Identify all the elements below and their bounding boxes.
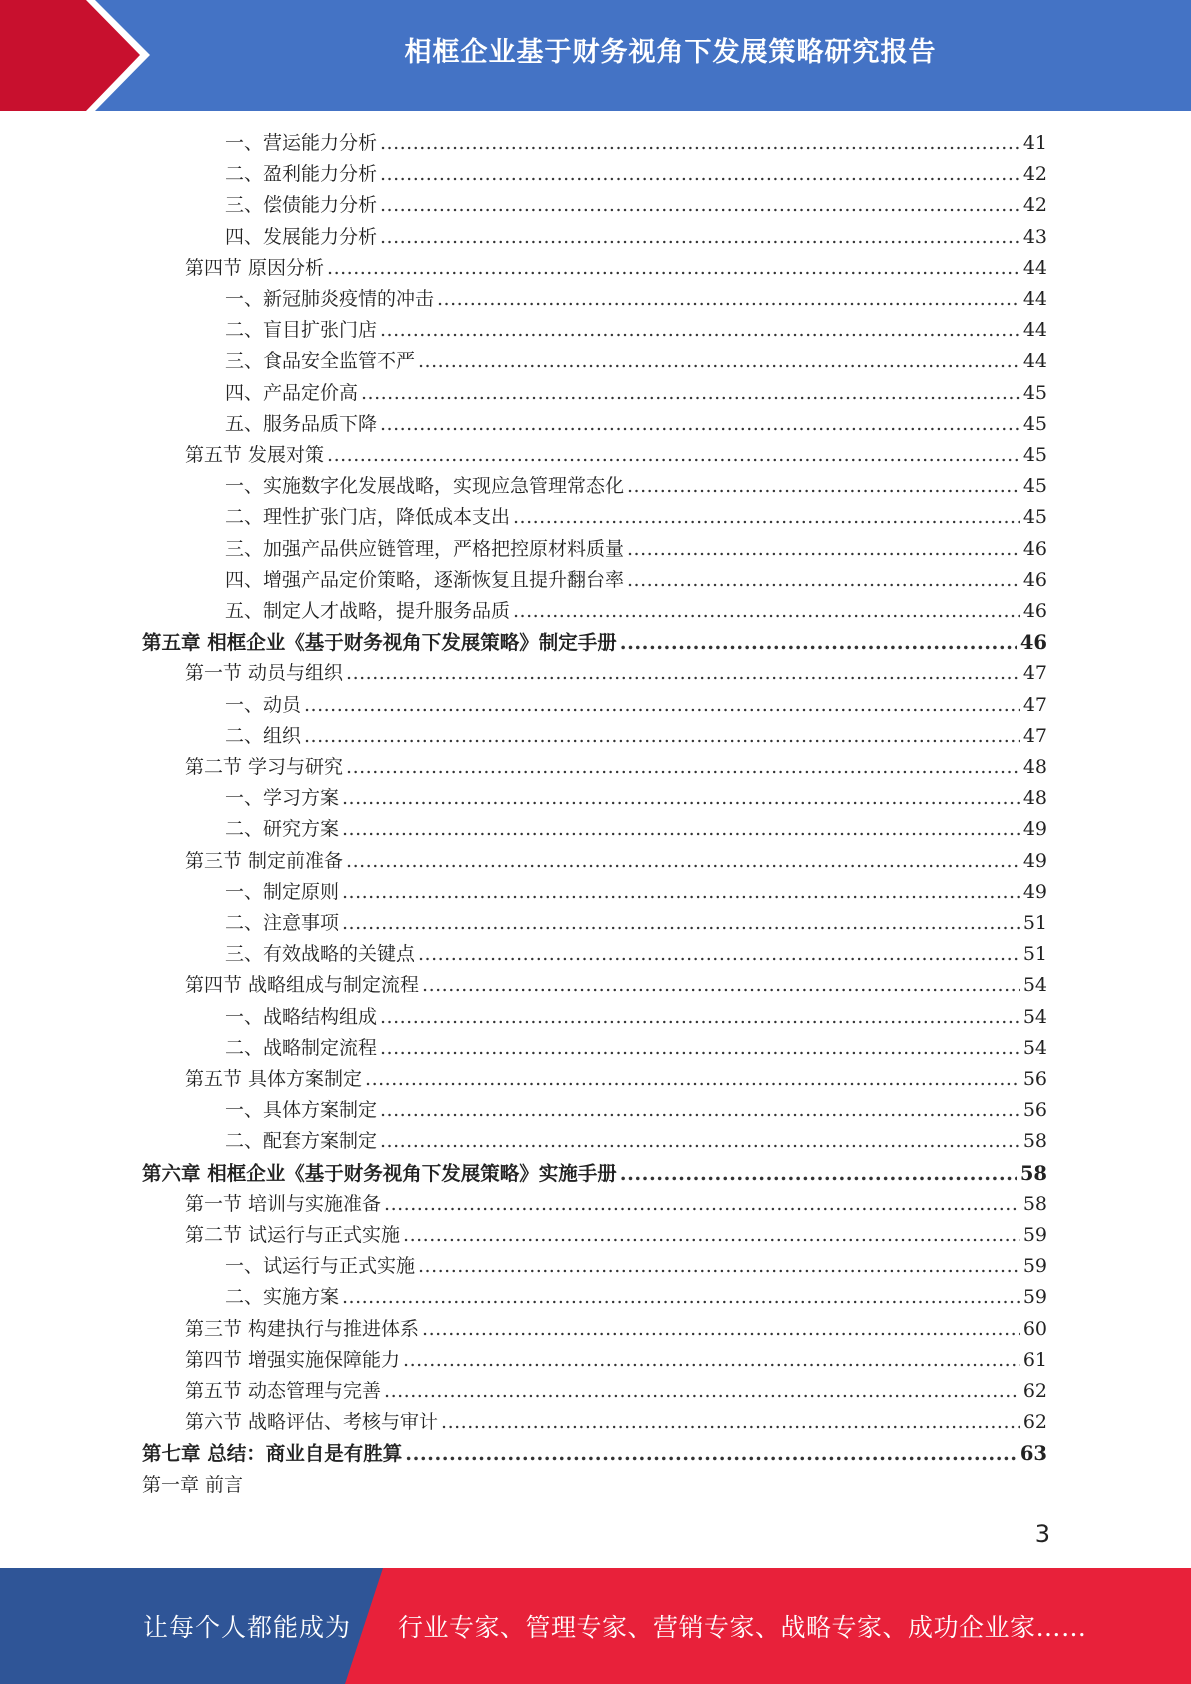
toc-dot-leader	[380, 159, 1020, 190]
toc-dot-leader	[380, 128, 1020, 159]
toc-entry[interactable]	[185, 752, 1047, 783]
toc-dot-leader	[384, 1189, 1020, 1220]
toc-entry-page: 44	[1022, 256, 1047, 279]
toc-entry-page: 48	[1022, 756, 1047, 778]
toc-entry-page: 59	[1022, 1255, 1047, 1278]
toc-entry-page: 56	[1022, 1099, 1047, 1122]
toc-entry-label: 一、制定原则	[225, 880, 340, 903]
toc-entry[interactable]	[225, 721, 1047, 752]
toc-entry-page: 51	[1022, 943, 1047, 966]
footer-slogan-right: 行业专家、管理专家、营销专家、战略专家、成功企业家……	[398, 1613, 1087, 1642]
toc-entry[interactable]	[185, 1345, 1047, 1376]
toc-entry-label: 第五节 发展对策	[185, 444, 325, 466]
toc-dot-leader	[437, 284, 1020, 315]
toc-entry-label: 第二节 学习与研究	[185, 756, 344, 778]
toc-entry-page: 54	[1022, 1005, 1047, 1028]
toc-entry-label: 三、有效战略的关键点	[225, 943, 416, 966]
toc-entry-label: 第一章 前言	[142, 1473, 244, 1496]
report-title: 相框企业基于财务视角下发展策略研究报告	[404, 36, 937, 68]
toc-dot-leader	[380, 409, 1020, 440]
toc-entry[interactable]	[225, 877, 1047, 908]
toc-entry[interactable]	[225, 939, 1047, 970]
toc-entry[interactable]	[185, 1220, 1047, 1251]
toc-entry-label: 五、服务品质下降	[225, 412, 378, 435]
toc-entry-page: 60	[1022, 1317, 1047, 1340]
toc-entry-label: 一、动员	[225, 693, 302, 716]
toc-entry-label: 五、制定人才战略，提升服务品质	[225, 600, 511, 622]
toc-entry-page: 51	[1022, 912, 1047, 934]
toc-entry-label: 二、配套方案制定	[225, 1130, 378, 1153]
toc-entry[interactable]	[142, 627, 1047, 658]
toc-entry[interactable]	[225, 1251, 1047, 1282]
toc-dot-leader	[342, 783, 1020, 814]
toc-entry-label: 二、盈利能力分析	[225, 163, 378, 186]
toc-entry[interactable]	[185, 970, 1047, 1001]
page-footer	[0, 1568, 1191, 1684]
toc-entry[interactable]	[185, 1314, 1047, 1345]
toc-dot-leader	[342, 908, 1020, 939]
toc-entry[interactable]	[225, 502, 1047, 533]
toc-entry-page: 44	[1022, 350, 1047, 373]
page-number: 3	[1034, 1520, 1050, 1548]
toc-entry-page: 58	[1019, 1161, 1047, 1185]
toc-dot-leader	[304, 721, 1020, 752]
toc-entry-label: 第四节 战略组成与制定流程	[185, 974, 420, 997]
toc-entry[interactable]	[185, 1064, 1047, 1095]
toc-entry-label: 二、理性扩张门店，降低成本支出	[225, 506, 511, 529]
toc-entry[interactable]	[185, 1376, 1047, 1407]
footer-slogan-left: 让每个人都能成为	[143, 1613, 352, 1642]
toc-entry[interactable]	[185, 1407, 1047, 1438]
toc-dot-leader	[418, 939, 1020, 970]
toc-entry-label: 一、实施数字化发展战略，实现应急管理常态化	[225, 475, 625, 498]
toc-entry[interactable]	[225, 1033, 1047, 1064]
toc-entry-page: 54	[1022, 1036, 1047, 1059]
toc-dot-leader	[441, 1407, 1020, 1438]
toc-entry-page: 45	[1022, 412, 1047, 435]
toc-entry[interactable]	[142, 1470, 1047, 1501]
toc-entry-label: 一、试运行与正式实施	[225, 1255, 416, 1278]
toc-dot-leader	[384, 1376, 1020, 1407]
toc-entry-label: 第四节 原因分析	[185, 256, 325, 279]
chevron-arrow-icon	[0, 0, 160, 111]
toc-entry[interactable]	[185, 253, 1047, 284]
toc-entry-page: 43	[1022, 225, 1047, 248]
toc-dot-leader	[342, 814, 1020, 845]
toc-dot-leader	[327, 253, 1020, 284]
toc-entry-label: 第六节 战略评估、考核与审计	[185, 1411, 439, 1434]
toc-entry[interactable]	[142, 1158, 1047, 1189]
toc-dot-leader	[620, 627, 1017, 658]
toc-entry-label: 第一节 动员与组织	[185, 662, 344, 685]
toc-entry-label: 第一节 培训与实施准备	[185, 1192, 382, 1215]
toc-entry-label: 三、偿债能力分析	[225, 194, 378, 217]
toc-entry[interactable]	[225, 565, 1047, 596]
toc-dot-leader	[422, 970, 1020, 1001]
toc-entry-page: 48	[1022, 787, 1047, 810]
toc-entry-label: 四、增强产品定价策略，逐渐恢复且提升翻台率	[225, 568, 625, 591]
toc-dot-leader	[327, 440, 1020, 471]
toc-entry-label: 四、产品定价高	[225, 381, 359, 404]
toc-entry[interactable]	[225, 159, 1047, 190]
toc-entry[interactable]	[225, 471, 1047, 502]
toc-entry-page: 49	[1022, 849, 1047, 872]
toc-entry-page: 59	[1022, 1286, 1047, 1309]
toc-dot-leader	[365, 1064, 1020, 1095]
toc-entry[interactable]	[225, 1282, 1047, 1313]
toc-entry[interactable]	[225, 284, 1047, 315]
toc-entry-label: 一、营运能力分析	[225, 132, 378, 154]
toc-dot-leader	[627, 534, 1020, 565]
toc-entry-label: 三、食品安全监管不严	[225, 350, 416, 373]
toc-dot-leader	[361, 378, 1020, 409]
toc-entry-page: 42	[1022, 194, 1047, 217]
toc-entry[interactable]	[225, 908, 1047, 939]
toc-entry-label: 二、盲目扩张门店	[225, 319, 378, 342]
toc-dot-leader	[513, 502, 1020, 533]
toc-entry[interactable]	[185, 1189, 1047, 1220]
toc-entry-label: 第七章 总结：商业自是有胜算	[142, 1442, 403, 1466]
toc-entry-page: 62	[1022, 1411, 1047, 1434]
toc-entry-label: 二、组织	[225, 724, 302, 747]
toc-entry-page: 45	[1022, 475, 1047, 498]
toc-entry[interactable]	[225, 222, 1047, 253]
toc-entry-label: 第五节 具体方案制定	[185, 1068, 363, 1090]
toc-dot-leader	[380, 222, 1020, 253]
toc-dot-leader	[403, 1345, 1020, 1376]
toc-dot-leader	[418, 346, 1020, 377]
toc-entry-label: 一、学习方案	[225, 787, 340, 810]
toc-dot-leader	[380, 1033, 1020, 1064]
toc-entry-page: 59	[1022, 1224, 1047, 1246]
toc-entry-page: 45	[1022, 444, 1047, 466]
toc-entry-page: 54	[1022, 974, 1047, 997]
toc-dot-leader	[422, 1314, 1020, 1345]
page-header	[0, 0, 1191, 111]
toc-entry-page: 44	[1022, 288, 1047, 310]
toc-entry[interactable]	[225, 1126, 1047, 1157]
toc-dot-leader	[380, 190, 1020, 221]
toc-entry-label: 四、发展能力分析	[225, 225, 378, 248]
toc-entry-page: 45	[1022, 506, 1047, 529]
toc-entry[interactable]	[142, 1438, 1047, 1469]
toc-entry-page: 62	[1022, 1380, 1047, 1402]
toc-entry-label: 二、注意事项	[225, 912, 340, 934]
toc-dot-leader	[304, 690, 1020, 721]
toc-entry-label: 二、战略制定流程	[225, 1036, 378, 1059]
toc-entry[interactable]	[225, 378, 1047, 409]
toc-entry-page: 47	[1022, 724, 1047, 747]
toc-entry[interactable]	[225, 409, 1047, 440]
toc-entry[interactable]	[225, 190, 1047, 221]
toc-entry-page: 47	[1022, 693, 1047, 716]
toc-entry-page: 47	[1022, 662, 1047, 685]
toc-entry[interactable]	[225, 814, 1047, 845]
toc-dot-leader	[346, 658, 1020, 689]
toc-entry-label: 第五章 相框企业《基于财务视角下发展策略》制定手册	[142, 631, 617, 655]
toc-entry-label: 第三节 制定前准备	[185, 849, 344, 872]
toc-dot-leader	[405, 1438, 1017, 1469]
toc-entry-page: 63	[1019, 1442, 1047, 1466]
toc-entry-page: 45	[1022, 381, 1047, 404]
toc-dot-leader	[380, 1126, 1020, 1157]
toc-entry[interactable]	[185, 846, 1047, 877]
toc-dot-leader	[346, 752, 1020, 783]
toc-dot-leader	[380, 315, 1020, 346]
toc-entry-label: 第四节 增强实施保障能力	[185, 1348, 401, 1371]
toc-entry[interactable]	[225, 1095, 1047, 1126]
toc-dot-leader	[513, 596, 1020, 627]
toc-entry-label: 二、研究方案	[225, 818, 340, 841]
toc-entry-page: 46	[1019, 631, 1047, 655]
toc-entry-page: 49	[1022, 818, 1047, 841]
toc-entry-page: 61	[1022, 1348, 1047, 1371]
toc-entry[interactable]	[225, 315, 1047, 346]
toc-entry-page: 44	[1022, 319, 1047, 342]
toc-entry-label: 一、具体方案制定	[225, 1099, 378, 1122]
toc-entry-page: 46	[1022, 568, 1047, 591]
toc-dot-leader	[418, 1251, 1020, 1282]
toc-entry-label: 一、新冠肺炎疫情的冲击	[225, 288, 435, 310]
toc-entry[interactable]	[185, 658, 1047, 689]
toc-entry[interactable]	[185, 440, 1047, 471]
toc-entry-page: 46	[1022, 537, 1047, 560]
toc-entry-label: 第三节 构建执行与推进体系	[185, 1317, 420, 1340]
toc-entry-label: 第二节 试运行与正式实施	[185, 1224, 401, 1246]
toc-dot-leader	[380, 1095, 1020, 1126]
toc-entry-label: 二、实施方案	[225, 1286, 340, 1309]
toc-entry-label: 第六章 相框企业《基于财务视角下发展策略》实施手册	[142, 1161, 617, 1185]
toc-entry[interactable]	[225, 128, 1047, 159]
toc-dot-leader	[403, 1220, 1020, 1251]
toc-entry[interactable]	[225, 596, 1047, 627]
toc-entry[interactable]	[225, 346, 1047, 377]
toc-dot-leader	[627, 471, 1020, 502]
toc-entry-page: 58	[1022, 1192, 1047, 1215]
toc-entry[interactable]	[225, 690, 1047, 721]
toc-entry-label: 第五节 动态管理与完善	[185, 1380, 382, 1402]
toc-dot-leader	[342, 1282, 1020, 1313]
toc-entry-label: 三、加强产品供应链管理，严格把控原材料质量	[225, 537, 625, 560]
toc-entry-page: 49	[1022, 880, 1047, 903]
toc-entry-page: 58	[1022, 1130, 1047, 1153]
toc-dot-leader	[620, 1158, 1017, 1189]
toc-entry[interactable]	[225, 783, 1047, 814]
toc-entry-page: 46	[1022, 600, 1047, 622]
toc-entry-page: 56	[1022, 1068, 1047, 1090]
toc-dot-leader	[380, 1002, 1020, 1033]
toc-entry-label: 一、战略结构组成	[225, 1005, 378, 1028]
toc-entry-page: 41	[1022, 132, 1047, 154]
toc-dot-leader	[346, 846, 1020, 877]
toc-dot-leader	[342, 877, 1020, 908]
toc-dot-leader	[627, 565, 1020, 596]
toc-entry[interactable]	[225, 534, 1047, 565]
toc-entry-page: 42	[1022, 163, 1047, 186]
toc-entry[interactable]	[225, 1002, 1047, 1033]
